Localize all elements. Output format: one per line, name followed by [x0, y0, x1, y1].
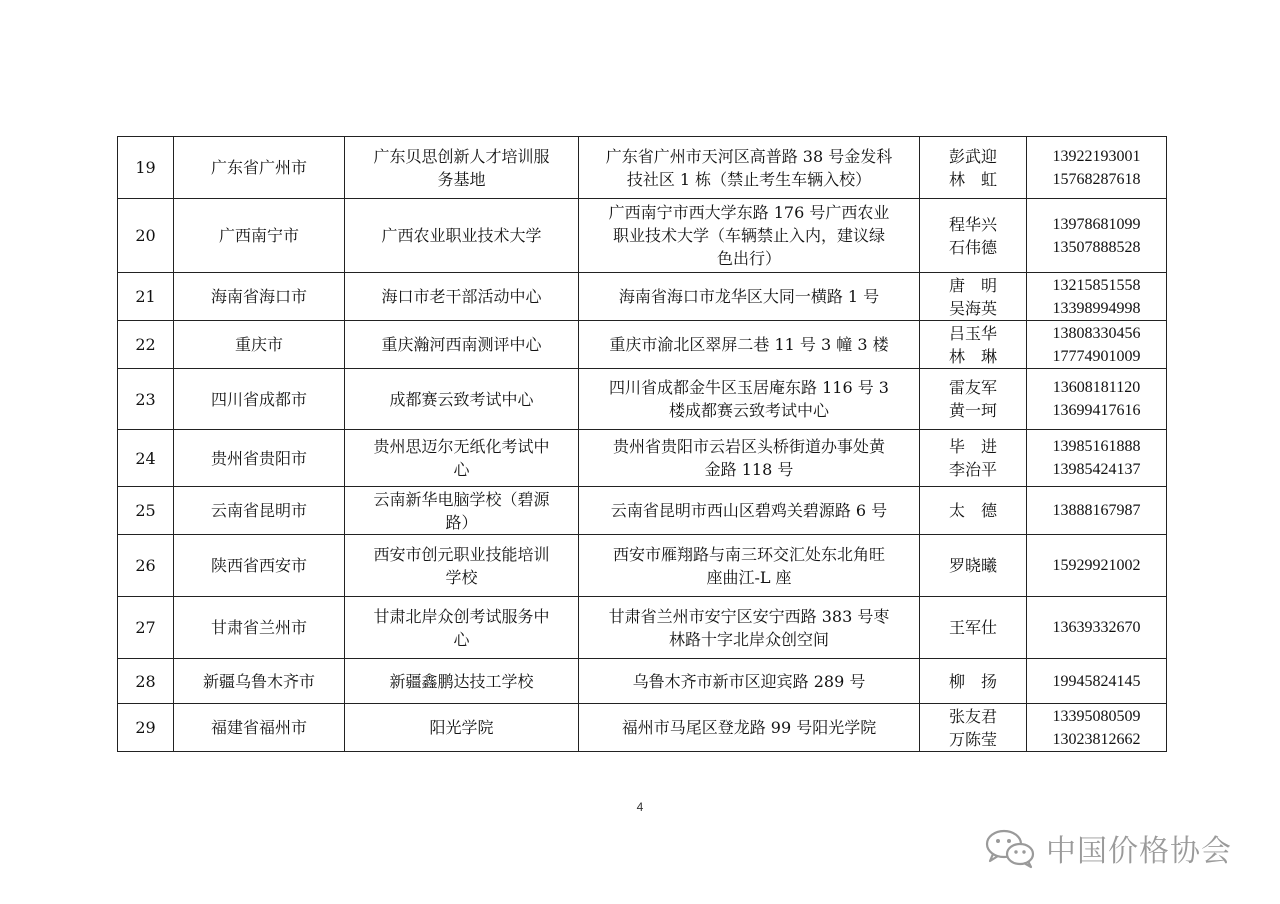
contact-name: 石伟德: [948, 237, 997, 257]
address-line: 乌鲁木齐市新市区迎宾路 289 号: [632, 671, 866, 691]
region-cell: 陕西省西安市: [174, 535, 345, 597]
exam-center-cell: [345, 137, 579, 199]
address-cell: [579, 597, 920, 659]
phone-number: 13215851558: [1052, 276, 1141, 294]
phone-cell: [1027, 137, 1167, 199]
contact-cell: [920, 597, 1027, 659]
table-row: [118, 137, 1167, 199]
address-line: 福州市马尾区登龙路 99 号阳光学院: [621, 718, 877, 737]
row-number: 29: [118, 704, 174, 752]
exam-center-line: 心: [453, 629, 470, 649]
contact-name: 吴海英: [948, 298, 997, 318]
table-row: [118, 369, 1167, 430]
region-cell: 重庆市: [174, 321, 345, 369]
page-number: 4: [636, 800, 644, 814]
contact-cell: [920, 535, 1027, 597]
address-cell: [579, 137, 920, 199]
phone-cell: [1027, 487, 1167, 535]
address-line: 贵州省贵阳市云岩区头桥街道办事处黄: [612, 437, 885, 456]
contact-name: 太 德: [948, 501, 997, 520]
phone-number: 13639332670: [1052, 619, 1141, 636]
region-cell: 海南省海口市: [174, 273, 345, 321]
exam-center-line: 心: [453, 460, 470, 479]
table-body: [118, 137, 1167, 752]
table-row: [118, 487, 1167, 535]
address-cell: [579, 535, 920, 597]
address-cell: [579, 199, 920, 273]
exam-center-cell: [345, 321, 579, 369]
exam-center-line: 务基地: [437, 169, 486, 189]
row-number: 19: [118, 137, 174, 199]
contact-cell: [920, 321, 1027, 369]
exam-center-line: 路）: [445, 512, 478, 532]
address-line: 云南省昆明市西山区碧鸡关碧源路 6 号: [610, 501, 888, 520]
region-cell: 甘肃省兰州市: [174, 597, 345, 659]
row-number: 25: [118, 487, 174, 535]
contact-cell: [920, 430, 1027, 487]
contact-name: 毕 进: [948, 437, 997, 456]
contact-name: 林 琳: [948, 346, 997, 366]
contact-name: 程华兴: [948, 214, 997, 234]
table-row: [118, 535, 1167, 597]
contact-name: 林 虹: [948, 169, 997, 189]
phone-number: 13985424137: [1052, 461, 1141, 478]
wechat-icon: [984, 827, 1038, 869]
address-cell: [579, 369, 920, 430]
contact-name: 唐 明: [948, 275, 997, 295]
table-row: [118, 704, 1167, 752]
exam-center-table: [117, 136, 1167, 752]
address-line: 广西南宁市西大学东路 176 号广西农业: [608, 203, 890, 222]
region-cell: 四川省成都市: [174, 369, 345, 430]
phone-number: 13888167987: [1052, 502, 1141, 519]
exam-center-line: 云南新华电脑学校（碧源: [373, 489, 550, 509]
exam-center-cell: [345, 369, 579, 430]
exam-center-line: 广西农业职业技术大学: [381, 226, 542, 245]
address-line: 色出行）: [716, 249, 781, 268]
contact-name: 张友君: [948, 706, 997, 726]
row-number: 24: [118, 430, 174, 487]
contact-name: 雷友军: [948, 378, 997, 397]
exam-center-line: 广东贝思创新人才培训服: [373, 146, 550, 166]
address-line: 四川省成都金牛区玉居庵东路 116 号 3: [609, 378, 889, 397]
exam-center-cell: [345, 487, 579, 535]
contact-cell: [920, 659, 1027, 704]
row-number: 23: [118, 369, 174, 430]
contact-cell: [920, 273, 1027, 321]
table-row: [118, 430, 1167, 487]
exam-center-cell: [345, 273, 579, 321]
exam-center-cell: [345, 597, 579, 659]
contact-name: 罗晓曦: [948, 556, 997, 575]
exam-center-cell: [345, 704, 579, 752]
watermark-text: 中国价格协会: [1046, 834, 1232, 869]
phone-cell: [1027, 597, 1167, 659]
contact-name: 万陈莹: [948, 729, 997, 749]
address-cell: [579, 321, 920, 369]
contact-name: 黄一珂: [948, 401, 997, 420]
phone-number: 19945824145: [1052, 672, 1141, 690]
address-line: 技社区 1 栋（禁止考生车辆入校）: [626, 169, 872, 189]
table-row: [118, 321, 1167, 369]
exam-center-cell: [345, 430, 579, 487]
table-row: [118, 659, 1167, 704]
exam-center-line: 海口市老干部活动中心: [381, 287, 542, 306]
address-line: 楼成都赛云致考试中心: [668, 401, 829, 420]
phone-number: 13023812662: [1052, 730, 1141, 748]
exam-center-line: 西安市创元职业技能培训: [373, 544, 550, 564]
phone-number: 13507888528: [1052, 238, 1141, 256]
table-row: [118, 273, 1167, 321]
phone-number: 17774901009: [1052, 347, 1141, 365]
address-line: 西安市雁翔路与南三环交汇处东北角旺: [612, 544, 885, 564]
address-cell: [579, 704, 920, 752]
address-line: 林路十字北岸众创空间: [668, 629, 829, 649]
phone-cell: [1027, 535, 1167, 597]
watermark: [984, 826, 1232, 870]
phone-cell: [1027, 199, 1167, 273]
phone-cell: [1027, 369, 1167, 430]
table-row: [118, 597, 1167, 659]
phone-number: 13398994998: [1052, 299, 1141, 317]
contact-name: 李治平: [948, 460, 997, 479]
address-cell: [579, 487, 920, 535]
row-number: 20: [118, 199, 174, 273]
phone-cell: [1027, 704, 1167, 752]
exam-center-cell: [345, 199, 579, 273]
address-line: 甘肃省兰州市安宁区安宁西路 383 号枣: [608, 606, 890, 626]
address-line: 金路 118 号: [704, 460, 794, 479]
region-cell: 新疆乌鲁木齐市: [174, 659, 345, 704]
row-number: 26: [118, 535, 174, 597]
exam-center-line: 阳光学院: [429, 718, 494, 737]
phone-number: 13978681099: [1052, 215, 1141, 233]
address-cell: [579, 659, 920, 704]
phone-cell: [1027, 659, 1167, 704]
row-number: 22: [118, 321, 174, 369]
phone-cell: [1027, 321, 1167, 369]
contact-cell: [920, 137, 1027, 199]
exam-center-line: 学校: [445, 567, 478, 587]
phone-number: 13395080509: [1052, 707, 1141, 725]
region-cell: 贵州省贵阳市: [174, 430, 345, 487]
contact-name: 吕玉华: [948, 323, 997, 343]
row-number: 28: [118, 659, 174, 704]
contact-cell: [920, 369, 1027, 430]
contact-name: 彭武迎: [948, 146, 997, 166]
exam-center-line: 重庆瀚河西南测评中心: [381, 335, 542, 354]
phone-cell: [1027, 273, 1167, 321]
address-line: 职业技术大学（车辆禁止入内，建议绿: [612, 226, 885, 245]
address-line: 海南省海口市龙华区大同一横路 1 号: [618, 287, 880, 306]
phone-number: 15929921002: [1052, 557, 1141, 574]
contact-cell: [920, 199, 1027, 273]
exam-center-line: 甘肃北岸众创考试服务中: [373, 606, 550, 626]
phone-number: 13985161888: [1052, 438, 1141, 455]
address-cell: [579, 430, 920, 487]
phone-number: 13808330456: [1052, 324, 1141, 342]
phone-number: 13608181120: [1052, 379, 1141, 396]
region-cell: 广东省广州市: [174, 137, 345, 199]
exam-center-line: 成都赛云致考试中心: [389, 389, 534, 409]
phone-cell: [1027, 430, 1167, 487]
exam-center-cell: [345, 535, 579, 597]
contact-cell: [920, 704, 1027, 752]
phone-number: 13699417616: [1052, 402, 1141, 419]
contact-cell: [920, 487, 1027, 535]
exam-center-cell: [345, 659, 579, 704]
address-line: 座曲江-L 座: [706, 567, 792, 587]
address-cell: [579, 273, 920, 321]
phone-number: 15768287618: [1052, 170, 1141, 188]
phone-number: 13922193001: [1052, 147, 1141, 165]
region-cell: 云南省昆明市: [174, 487, 345, 535]
region-cell: 福建省福州市: [174, 704, 345, 752]
region-cell: 广西南宁市: [174, 199, 345, 273]
exam-center-line: 新疆鑫鹏达技工学校: [389, 671, 534, 691]
exam-center-line: 贵州思迈尔无纸化考试中: [373, 437, 550, 456]
row-number: 27: [118, 597, 174, 659]
contact-name: 柳 扬: [948, 671, 997, 691]
address-line: 广东省广州市天河区高普路 38 号金发科: [605, 146, 893, 166]
contact-name: 王军仕: [948, 618, 997, 637]
address-line: 重庆市渝北区翠屏二巷 11 号 3 幢 3 楼: [609, 335, 889, 354]
table-row: [118, 199, 1167, 273]
row-number: 21: [118, 273, 174, 321]
